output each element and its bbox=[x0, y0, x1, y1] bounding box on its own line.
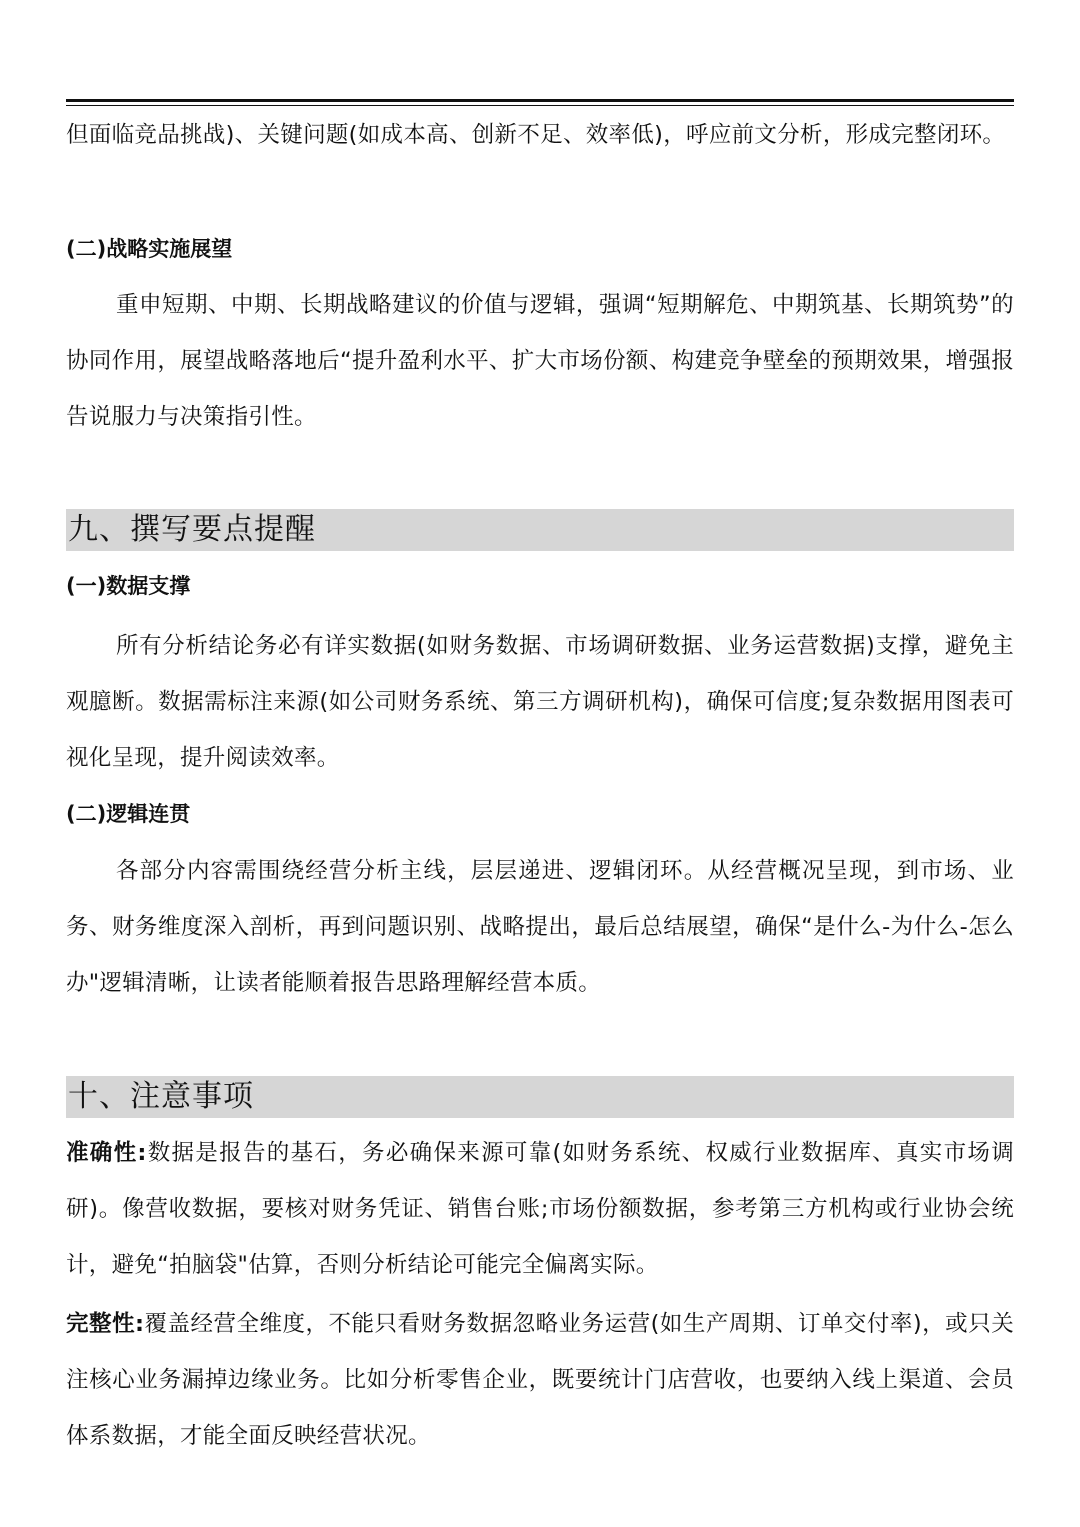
subheading-strategy-outlook: (二)战略实施展望 bbox=[66, 237, 233, 261]
section-heading-notes bbox=[66, 1076, 1014, 1118]
completeness-body: 覆盖经营全维度，不能只看财务数据忽略业务运营(如生产周期、订单交付率)，或只关注核心业务漏掉边缘业务。比如分析零售企业，既要统计门店营收，也要纳入线上渠道、会员体系数据，才能全面反映经营状况。 bbox=[66, 1311, 1014, 1449]
section-heading-writing-tips bbox=[66, 509, 1014, 551]
logic-coherence-paragraph: 各部分内容需围绕经营分析主线，层层递进、逻辑闭环。从经营概况呈现，到市场、业务、财务维度深入剖析，再到问题识别、战略提出，最后总结展望，确保“是什么-为什么-怎么办"逻辑清晰，让读者能顺着报告思路理解经营本质。 bbox=[66, 858, 1014, 996]
completeness-paragraph bbox=[66, 1296, 1014, 1464]
section-title: 十、注意事项 bbox=[68, 1079, 254, 1114]
continued-paragraph: 但面临竞品挑战)、关键问题(如成本高、创新不足、效率低)，呼应前文分析，形成完整闭环。 bbox=[66, 122, 1006, 148]
subheading-data-support: (一)数据支撑 bbox=[66, 574, 191, 598]
completeness-label: 完整性: bbox=[66, 1311, 145, 1337]
accuracy-paragraph bbox=[66, 1125, 1014, 1293]
subheading-logic-coherence: (二)逻辑连贯 bbox=[66, 802, 191, 826]
data-support-paragraph: 所有分析结论务必有详实数据(如财务数据、市场调研数据、业务运营数据)支撑，避免主观臆断。数据需标注来源(如公司财务系统、第三方调研机构)，确保可信度;复杂数据用图表可视化呈现，提升阅读效率。 bbox=[66, 633, 1014, 771]
section-title: 九、撰写要点提醒 bbox=[68, 512, 316, 547]
accuracy-body: 数据是报告的基石，务必确保来源可靠(如财务系统、权威行业数据库、真实市场调研)。像营收数据，要核对财务凭证、销售台账;市场份额数据，参考第三方机构或行业协会统计，避免“拍脑袋"估算，否则分析结论可能完全偏离实际。 bbox=[66, 1140, 1014, 1278]
header-rule-thin bbox=[66, 105, 1014, 106]
accuracy-label: 准确性: bbox=[66, 1140, 147, 1166]
strategy-outlook-paragraph: 重申短期、中期、长期战略建议的价值与逻辑，强调“短期解危、中期筑基、长期筑势”的协同作用，展望战略落地后“提升盈利水平、扩大市场份额、构建竞争壁垒的预期效果，增强报告说服力与决策指引性。 bbox=[66, 292, 1014, 430]
header-rule-thick bbox=[66, 99, 1014, 102]
